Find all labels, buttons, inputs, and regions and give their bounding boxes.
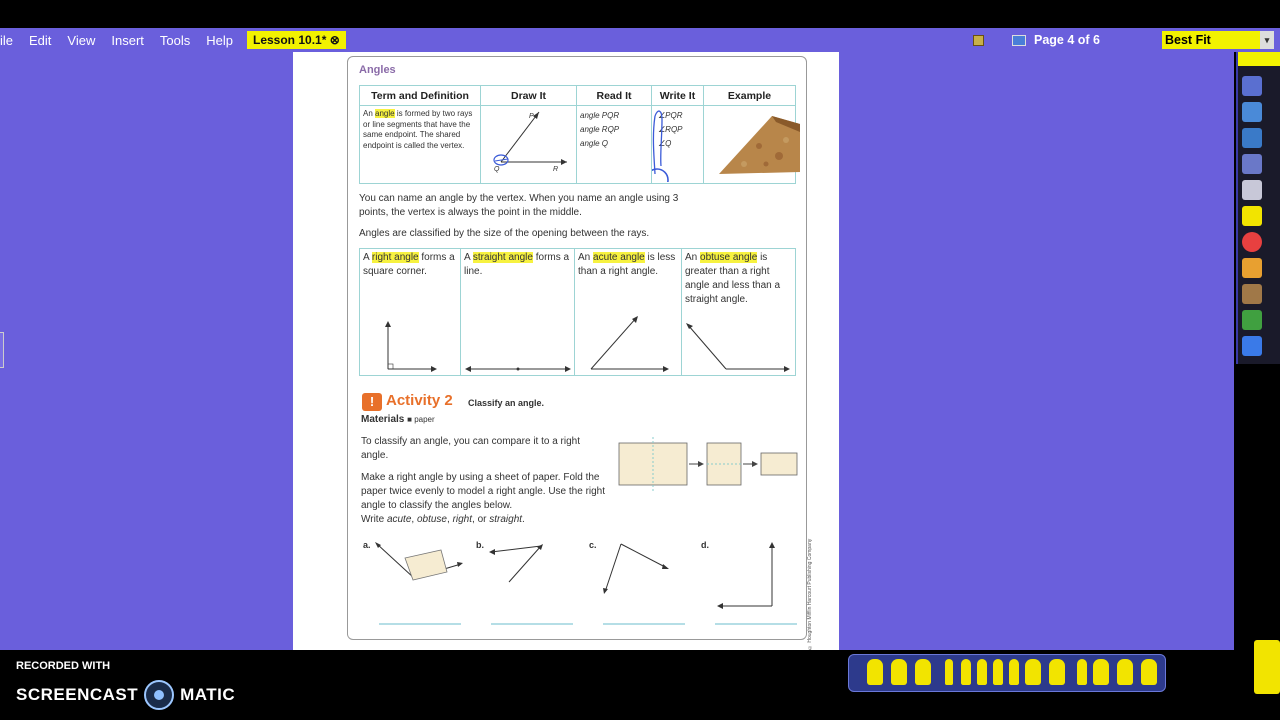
acute-angle-desc: is less than a right angle. bbox=[578, 252, 676, 277]
watermark-word2: MATIC bbox=[180, 685, 236, 704]
pen-tool-10[interactable] bbox=[1049, 659, 1065, 685]
chevron-down-icon[interactable]: ▾ bbox=[1260, 31, 1274, 49]
header-example: Example bbox=[704, 86, 796, 106]
pen-tool-9[interactable] bbox=[1025, 659, 1041, 685]
pen-icon[interactable] bbox=[1242, 206, 1262, 226]
term-angle: angle bbox=[375, 109, 395, 118]
eraser-tool-2[interactable] bbox=[1117, 659, 1133, 685]
document-workspace bbox=[0, 52, 1234, 650]
page-view-icon[interactable] bbox=[1012, 35, 1026, 46]
acute-angle-pre: An bbox=[578, 252, 594, 263]
read-line-3: angle Q bbox=[580, 139, 609, 148]
menu-tools[interactable]: Tools bbox=[159, 32, 191, 48]
label-a: a. bbox=[363, 540, 371, 550]
properties-icon[interactable] bbox=[1242, 154, 1262, 174]
paper-fold-diagram bbox=[618, 435, 803, 493]
header-write: Write It bbox=[652, 86, 704, 106]
label-d: d. bbox=[701, 540, 709, 550]
write-cell bbox=[652, 106, 704, 184]
pizza-slice-image bbox=[704, 106, 804, 182]
activity-title: Activity 2 bbox=[386, 392, 453, 409]
zoom-select[interactable] bbox=[1162, 31, 1274, 49]
term-right-angle: right angle bbox=[371, 252, 419, 263]
straight-angle-figure bbox=[461, 315, 575, 375]
right-angle-figure bbox=[360, 315, 461, 375]
label-c: c. bbox=[589, 540, 597, 550]
label-r: R bbox=[553, 166, 559, 173]
read-line-2: angle RQP bbox=[580, 125, 620, 134]
eraser-icon[interactable] bbox=[1242, 310, 1262, 330]
label-b: b. bbox=[476, 540, 484, 550]
materials-line bbox=[361, 414, 435, 425]
right-angle-cell bbox=[360, 249, 461, 375]
option-obtuse: obtuse bbox=[416, 514, 447, 525]
fill-icon[interactable] bbox=[1242, 258, 1262, 278]
undo-icon[interactable] bbox=[1242, 336, 1262, 356]
obtuse-angle-cell bbox=[682, 249, 795, 375]
eraser-tool-3[interactable] bbox=[1141, 659, 1157, 685]
obtuse-angle-desc: is greater than a right angle and less than a straight angle. bbox=[685, 252, 781, 305]
menu-insert[interactable]: Insert bbox=[111, 32, 144, 48]
write-pre: Write bbox=[361, 514, 387, 525]
practice-angles bbox=[369, 538, 809, 628]
term-acute-angle: acute angle bbox=[593, 252, 645, 263]
record-icon bbox=[144, 680, 174, 710]
write-line-2: ∠RQP bbox=[658, 125, 683, 134]
right-angle-desc: forms a square corner. bbox=[363, 252, 455, 277]
header-term: Term and Definition bbox=[360, 86, 481, 106]
definition-cell bbox=[360, 106, 481, 184]
terms-table bbox=[359, 85, 796, 184]
tab-lesson[interactable]: Lesson 10.1* ⊗ bbox=[247, 31, 346, 49]
option-right: right bbox=[452, 514, 473, 525]
section-title: Angles bbox=[359, 64, 396, 76]
watermark-logo bbox=[16, 680, 235, 710]
pen-tool-6[interactable] bbox=[977, 659, 987, 685]
option-straight: straight bbox=[489, 514, 523, 525]
pen-tool-11[interactable] bbox=[1077, 659, 1087, 685]
activity-icon: ! bbox=[362, 393, 382, 411]
page-sorter-icon[interactable] bbox=[1242, 76, 1262, 96]
menu-view[interactable]: View bbox=[67, 32, 96, 48]
classify-paragraph: Angles are classified by the size of the opening between the rays. bbox=[359, 228, 650, 239]
header-read: Read It bbox=[577, 86, 652, 106]
page-indicator: Page 4 of 6 bbox=[1034, 33, 1100, 47]
shape-icon[interactable] bbox=[1242, 232, 1262, 252]
select-pointer-icon[interactable] bbox=[1242, 180, 1262, 200]
gallery-icon[interactable] bbox=[1242, 102, 1262, 122]
obtuse-angle-figure bbox=[682, 315, 795, 375]
pen-tool-5[interactable] bbox=[961, 659, 971, 685]
straight-angle-cell bbox=[461, 249, 575, 375]
activity-subtitle: Classify an angle. bbox=[468, 398, 545, 408]
right-toolbar bbox=[1236, 52, 1280, 364]
watermark-word1: SCREENCAST bbox=[16, 685, 139, 704]
materials-label: Materials bbox=[361, 414, 405, 425]
angle-drawing bbox=[481, 106, 575, 182]
pen-tool-2[interactable] bbox=[891, 659, 907, 685]
activity-paragraph-1: To classify an angle, you can compare it to a right angle. bbox=[361, 436, 581, 461]
write-post: . bbox=[522, 514, 525, 525]
write-line-3: ∠Q bbox=[658, 139, 672, 148]
menu-file[interactable]: ile bbox=[0, 32, 14, 48]
activity-paragraph-2: Make a right angle by using a sheet of paper. Fold the paper twice evenly to model a right angle. Use the right angle to classify the angles below. bbox=[361, 472, 606, 511]
attachments-icon[interactable] bbox=[1242, 128, 1262, 148]
menu-help[interactable]: Help bbox=[206, 32, 233, 48]
pen-tool-3[interactable] bbox=[915, 659, 931, 685]
media-icon[interactable] bbox=[1242, 284, 1262, 304]
materials-item: ■ paper bbox=[407, 415, 435, 424]
activity-instruction: Write acute, obtuse, right, or straight. bbox=[361, 514, 525, 525]
definition-text: is formed by two rays or line segments that have the same endpoint. The shared endpoint is called the vertex. bbox=[363, 109, 473, 150]
right-angle-pre: A bbox=[363, 252, 372, 263]
label-p: P bbox=[529, 113, 534, 120]
ink-annotation bbox=[652, 106, 702, 182]
example-cell bbox=[704, 106, 796, 184]
watermark-line1: RECORDED WITH bbox=[16, 660, 111, 672]
pen-tray bbox=[848, 654, 1166, 692]
header-draw: Draw It bbox=[481, 86, 577, 106]
zoom-value: Best Fit bbox=[1165, 33, 1211, 47]
straight-angle-pre: A bbox=[464, 252, 473, 263]
acute-angle-cell bbox=[575, 249, 682, 375]
read-cell bbox=[577, 106, 652, 184]
acute-angle-figure bbox=[575, 315, 682, 375]
term-straight-angle: straight angle bbox=[472, 252, 533, 263]
write-line-1: ∠PQR bbox=[658, 111, 683, 120]
pen-tool-4[interactable] bbox=[945, 659, 953, 685]
menu-edit[interactable]: Edit bbox=[29, 32, 52, 48]
document-page bbox=[293, 52, 839, 650]
note-icon[interactable] bbox=[973, 35, 984, 46]
menu-bar bbox=[0, 28, 1280, 52]
angle-types-table bbox=[359, 248, 796, 376]
definition-pre: An bbox=[363, 109, 376, 118]
straight-angle-desc: forms a line. bbox=[464, 252, 570, 277]
pen-tool-1[interactable] bbox=[867, 659, 883, 685]
pen-tool-7[interactable] bbox=[993, 659, 1003, 685]
naming-paragraph: You can name an angle by the vertex. When you name an angle using 3 points, the vertex is always the point in the middle. bbox=[359, 193, 679, 218]
read-line-1: angle PQR bbox=[580, 111, 620, 120]
side-panel-handle[interactable] bbox=[0, 332, 4, 368]
option-acute: acute bbox=[386, 514, 412, 525]
pen-tool-8[interactable] bbox=[1009, 659, 1019, 685]
page-navigator bbox=[973, 28, 1100, 52]
tray-toggle-icon[interactable] bbox=[1254, 640, 1280, 694]
eraser-tool-1[interactable] bbox=[1093, 659, 1109, 685]
draw-cell bbox=[481, 106, 577, 184]
obtuse-angle-pre: An bbox=[685, 252, 701, 263]
toolbar-header bbox=[1238, 52, 1280, 66]
screencast-watermark bbox=[16, 660, 235, 710]
label-q: Q bbox=[494, 166, 500, 173]
copyright-text: © Houghton Mifflin Harcourt Publishing Company bbox=[807, 538, 813, 650]
term-obtuse-angle: obtuse angle bbox=[700, 252, 758, 263]
